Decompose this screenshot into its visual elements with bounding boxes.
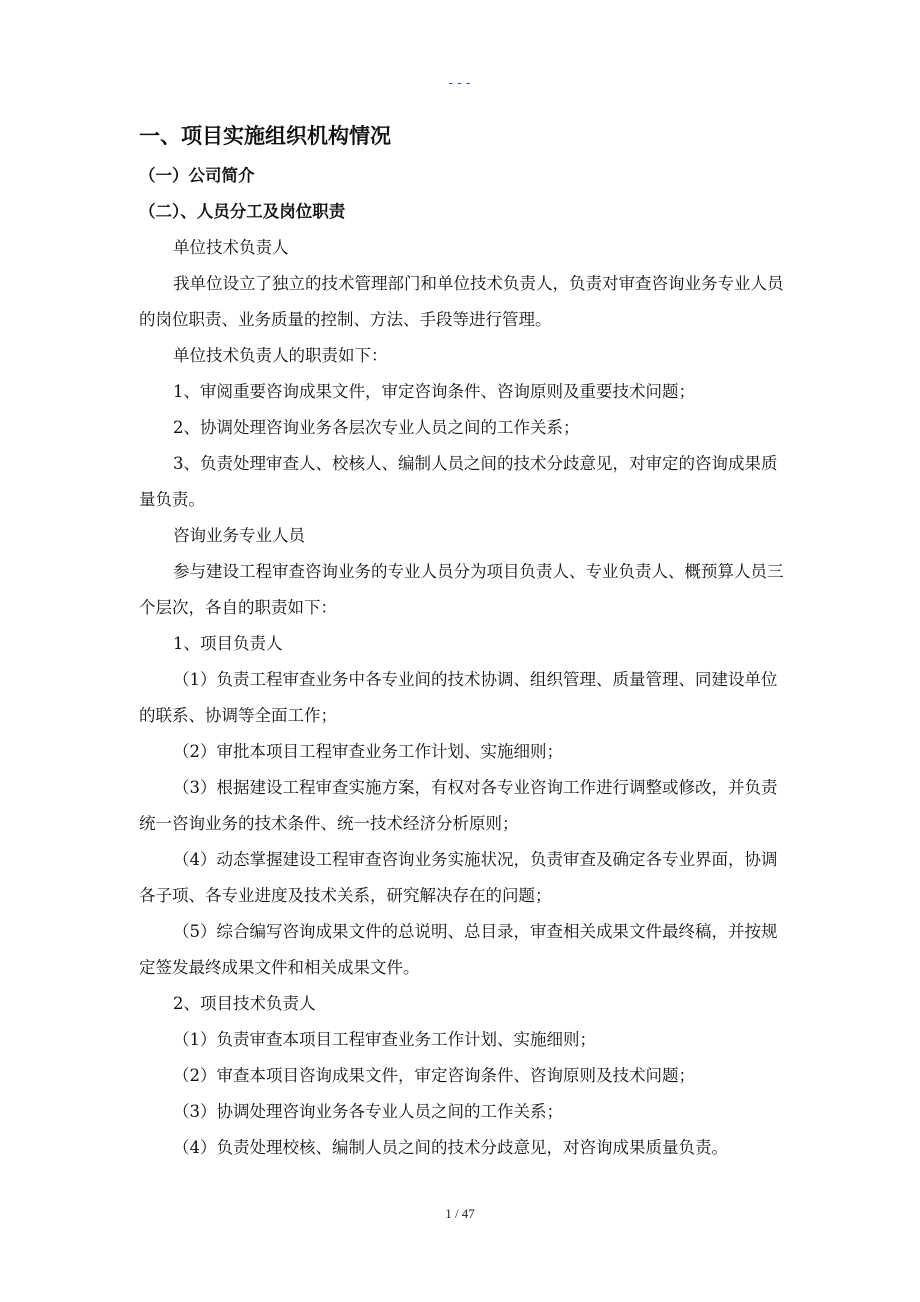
paragraph: 1、审阅重要咨询成果文件，审定咨询条件、咨询原则及重要技术问题； — [173, 382, 695, 401]
subsection-heading-staff-duties: （二）、人员分工及岗位职责 — [139, 202, 346, 221]
paragraph: （1）负责审查本项目工程审查业务工作计划、实施细则； — [173, 1030, 596, 1049]
paragraph: 单位技术负责人 — [173, 238, 289, 257]
paragraph: 1、项目负责人 — [173, 634, 283, 653]
paragraph: （2）审查本项目咨询成果文件，审定咨询条件、咨询原则及技术问题； — [173, 1066, 695, 1085]
paragraph: （4）动态掌握建设工程审查咨询业务实施状况，负责审查及确定各专业界面，协调各子项、各专业进度及技术关系，研究解决存在的问题； — [139, 850, 778, 905]
paragraph: （4）负责处理校核、编制人员之间的技术分歧意见，对咨询成果质量负责。 — [173, 1138, 728, 1157]
paragraph: 单位技术负责人的职责如下： — [173, 346, 388, 365]
paragraph: （1）负责工程审查业务中各专业间的技术协调、组织管理、质量管理、同建设单位的联系、协调等全面工作； — [139, 670, 778, 725]
subsection-heading-company-profile: （一）公司简介 — [139, 166, 255, 185]
paragraph: 2、项目技术负责人 — [173, 994, 316, 1013]
paragraph: （3）根据建设工程审查实施方案，有权对各专业咨询工作进行调整或修改，并负责统一咨询业务的技术条件、统一技术经济分析原则； — [139, 778, 778, 833]
section-heading: 一、项目实施组织机构情况 — [139, 124, 391, 148]
header-mark: --- — [446, 76, 474, 91]
paragraph: 参与建设工程审查咨询业务的专业人员分为项目负责人、专业负责人、概预算人员三个层次，各自的职责如下： — [139, 562, 784, 617]
document-body — [139, 118, 789, 1166]
paragraph: 我单位设立了独立的技术管理部门和单位技术负责人，负责对审查咨询业务专业人员的岗位职责、业务质量的控制、方法、手段等进行管理。 — [139, 274, 784, 329]
paragraph: （3）协调处理咨询业务各专业人员之间的工作关系； — [173, 1102, 563, 1121]
paragraph: （2）审批本项目工程审查业务工作计划、实施细则； — [173, 742, 563, 761]
paragraph: （5）综合编写咨询成果文件的总说明、总目录，审查相关成果文件最终稿，并按规定签发最终成果文件和相关成果文件。 — [139, 922, 778, 977]
paragraph: 2、协调处理咨询业务各层次专业人员之间的工作关系； — [173, 418, 580, 437]
paragraph: 咨询业务专业人员 — [173, 526, 305, 545]
page-number: 1 / 47 — [445, 1206, 475, 1221]
paragraph: 3、负责处理审查人、校核人、编制人员之间的技术分歧意见，对审定的咨询成果质量负责。 — [139, 454, 778, 509]
